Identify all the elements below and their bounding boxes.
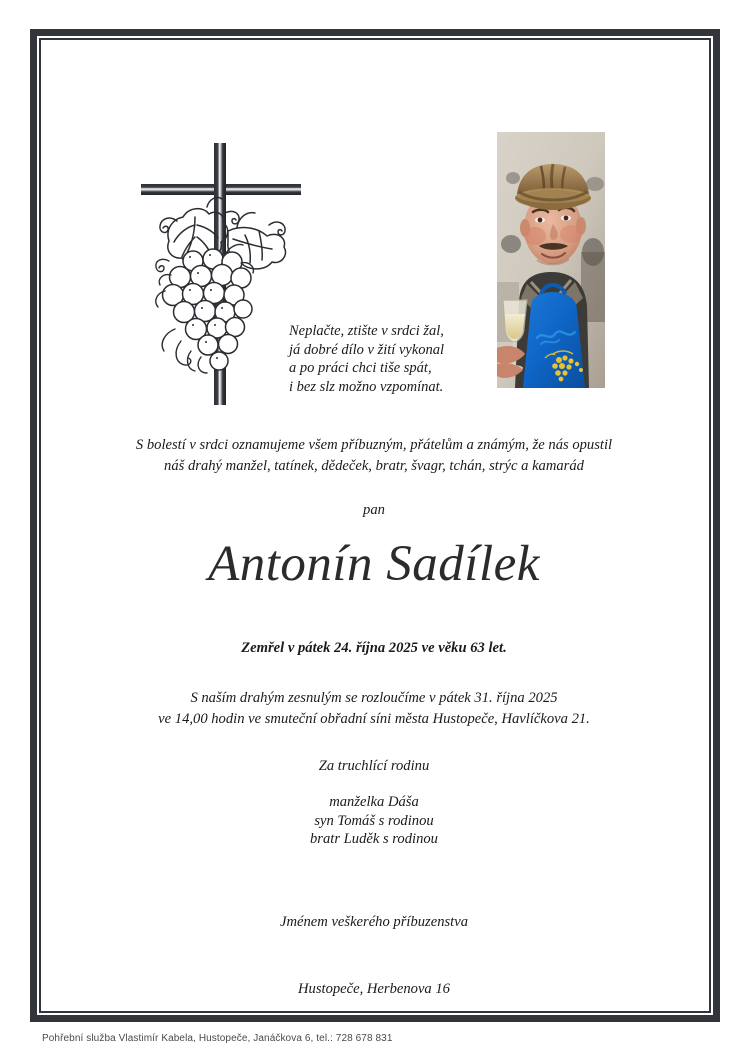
family-members xyxy=(61,793,687,849)
announcement-line-2: náš drahý manžel, tatínek, dědeček, bratr, švagr, tchán, strýc a kamarád xyxy=(164,458,584,474)
parte-content xyxy=(41,40,709,1011)
ceremony-details xyxy=(61,688,687,730)
on-behalf-of-relatives: Jménem veškerého příbuzenstva xyxy=(279,914,469,930)
family-heading: Za truchlící rodinu xyxy=(318,758,430,774)
ceremony-line-1: S naším drahým zesnulým se rozloučíme v pátek 31. října 2025 xyxy=(190,690,558,706)
family-member-2: syn Tomáš s rodinou xyxy=(314,812,434,829)
family-member-1: manželka Dáša xyxy=(329,794,419,810)
poem-line-2: já dobré dílo v žití vykonal xyxy=(289,341,445,358)
poem-line-3: a po práci chci tiše spát, xyxy=(289,360,432,376)
funeral-service-footer: Pohřební služba Vlastimír Kabela, Hustopeče, Janáčkova 6, tel.: 728 678 831 xyxy=(42,1033,393,1044)
honorific: pan xyxy=(363,502,385,518)
announcement-paragraph xyxy=(61,435,687,477)
decorative-border-inner xyxy=(39,38,711,1013)
announcement-line-1: S bolestí v srdci oznamujeme všem příbuzným, přátelům a známým, že nás opustil xyxy=(135,437,613,453)
poem-line-4: i bez slz možno vzpomínat. xyxy=(289,378,444,395)
decorative-border-outer xyxy=(30,29,720,1022)
place-line: Hustopeče, Herbenova 16 xyxy=(298,981,450,997)
ceremony-line-2: ve 14,00 hodin ve smuteční obřadní síni města Hustopeče, Havlíčkova 21. xyxy=(158,711,590,727)
memorial-poem xyxy=(289,322,499,396)
deceased-name: Antonín Sadílek xyxy=(208,536,540,592)
death-date-line: Zemřel v pátek 24. října 2025 ve věku 63 let. xyxy=(241,640,507,656)
family-member-3: bratr Luděk s rodinou xyxy=(310,831,438,847)
deceased-portrait-photo xyxy=(497,132,605,388)
poem-line-1: Neplačte, ztište v srdci žal, xyxy=(289,323,444,339)
